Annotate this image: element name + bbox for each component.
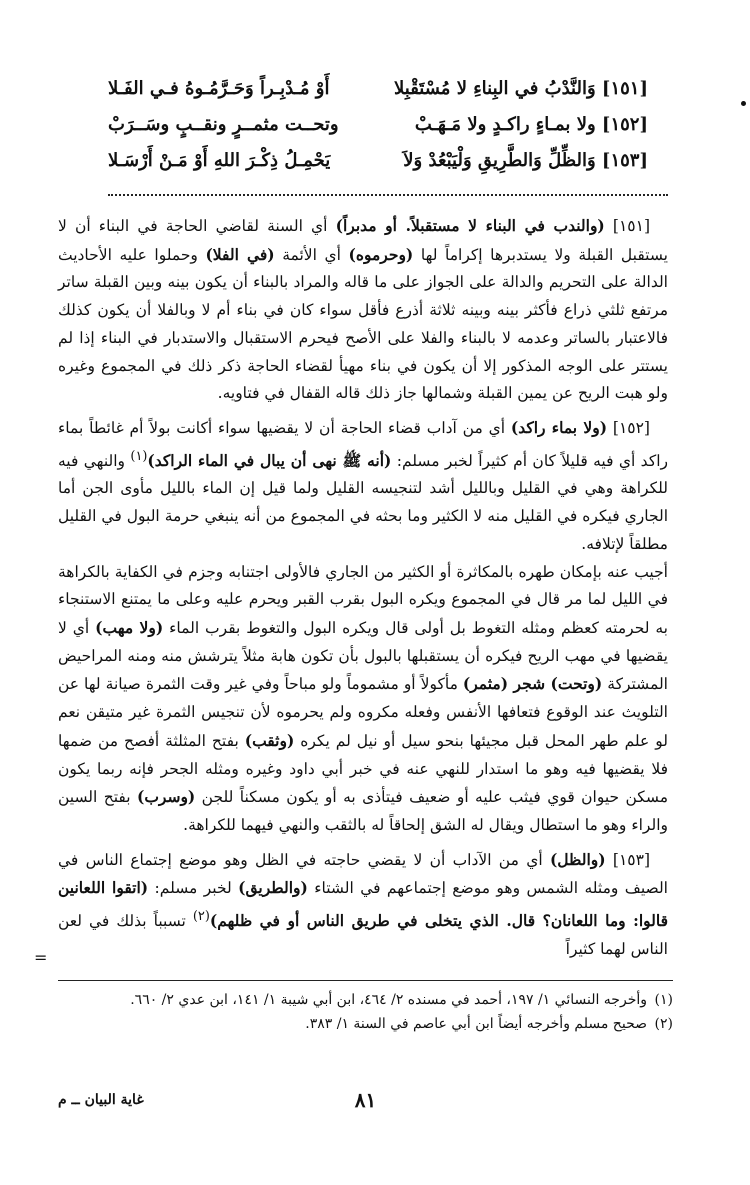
footnote-text: وأخرجه النسائي ١/ ١٩٧، أحمد في مسنده ٢/ ٤٦٤، ابن أبي شيبة ١/ ١٤١، ابن عدي ٢/ ٦٦٠. [130, 992, 647, 1008]
commentary-text: مأكولاً أو مشموماً ولو مباحاً وفي غير وقت الثمرة صيانة لها عن التلويث عند الوقوع فتعافها الأنفس وفعله مكروه ولم يحرموه لأن تنجيس الثمرة غير متيقن نعم لو علم طهر المحل قبل مجيئها بنحو سيل أو نيل لم يكره [58, 675, 669, 750]
page-footer [58, 1088, 673, 1116]
commentary-text: لخبر مسلم: [148, 879, 239, 898]
verse-151-first-hemistich: [١٥١] وَالنَّدْبُ في البِناءِ لا مُسْتَقْبِلا [394, 78, 648, 99]
commentary-text: أجيب عنه بإمكان طهره بالمكاثرة أو الكثير من الجاري فالأولى اجتنابه وجزم في الكفاية بالكراهة في الليل لما مر قال في المجموع ويكره البول بقرب القبر ويحرم عليه وعلى ما يمتنع الاستنجاء به لحرمته كعظم ومثله التغوط بل أولى قال ويكره البول والتغوط بقرب الماء [58, 562, 668, 637]
commentary-text: أي السنة لقاضي الحاجة في البناء أن لا يستقبل القبلة ولا يستدبرها إكراماً لها [58, 217, 669, 264]
commentary-153 [58, 846, 668, 964]
quoted-text: (وثقب) [244, 730, 295, 750]
margin-dot [741, 101, 746, 106]
footnote-number: (٢) [654, 1016, 673, 1032]
verse-152-first-hemistich: [١٥٢] ولا بمـاءٍ راكـدٍ ولا مَـهَـبْ [414, 114, 648, 135]
quoted-text: (وحرموه) [348, 244, 414, 264]
commentary-text: بفتح المثلثة أفصح من ضمها فلا يقضيها فيه وهو ما استدار للنهي عنه في خبر أبي داود وغيره ومثله الجحر فإنه ربما يكون مسكن حيوان قوي فيثب عليه أو ضعيف فيتأذى به أو يكون مسكناً للجن [58, 731, 668, 807]
commentary-text: أي من الآداب أن لا يقضي حاجته في الظل وهو موضع إجتماع الناس في الصيف ومثله الشمس وهو موضع إجتماعهم في الشتاء [58, 850, 668, 898]
hadith-quote: (أنه ﷺ نهى أن يبال في الماء الراكد) [147, 450, 392, 470]
poem-verses [108, 78, 648, 186]
quoted-text: (وسرب) [136, 787, 196, 807]
page-number: ٨١ [354, 1088, 377, 1112]
footnote-text: صحيح مسلم وأخرجه أيضاً ابن أبي عاصم في السنة ١/ ٣٨٣. [305, 1016, 647, 1032]
continuation-mark: = [34, 948, 48, 967]
footnote-number: (١) [654, 992, 673, 1008]
verse-151 [108, 78, 648, 114]
dotted-separator [108, 194, 668, 196]
quoted-text: (ولا مهب) [95, 618, 164, 637]
quoted-text: (في الفلا) [205, 244, 275, 264]
commentary-text: والنهي فيه للكراهة وهي في القليل وبالليل أشد لتنجيسه القليل ولما قيل إن الماء بالليل مأوى الجن أما الجاري فيكره في القليل منه لا الكثير وما بحثه في المجموع من أنه ينبغي حرمة البول في القليل مطلقاً لإتلافه. [58, 451, 668, 553]
commentary-151 [58, 212, 668, 408]
verse-153-first-hemistich: [١٥٣] وَالظِّلِّ وَالطَّرِيقِ وَلْيَبْعُدْ وَلاَ [403, 150, 648, 171]
verse-ref: [١٥٢] [607, 418, 650, 437]
commentary-body [58, 212, 668, 970]
verse-151-second-hemistich: أَوْ مُـدْبِـراً وَحَـرَّمُـوهُ فـي الفَـلا [108, 78, 330, 99]
footnote-rule [58, 980, 673, 981]
commentary-text: أي الأئمة [274, 245, 349, 264]
commentary-text: أي من آداب قضاء الحاجة أن لا يقضيها سواء أكانت بولاً أم غائطاً بماء راكد أي فيه قليلاً كان أم كثيراً لخبر مسلم: [58, 418, 668, 470]
running-title: غاية البيان ــ م [58, 1092, 144, 1108]
quoted-text: (ولا بماء راكد) [510, 417, 608, 437]
footnotes [58, 988, 673, 1036]
hadith-quote: (اتقوا اللعانين قالوا: وما اللعانان؟ قال. الذي يتخلى في طريق الناس أو في ظلهم) [58, 878, 668, 931]
commentary-152-continued [58, 559, 668, 840]
commentary-152 [58, 414, 668, 559]
verse-ref: [١٥١] [604, 217, 650, 235]
verse-152 [108, 114, 648, 150]
quoted-text: (وتحت) شجر (مثمر) [462, 674, 603, 694]
commentary-text: وحملوا عليه الأحاديث الدالة على التحريم والدالة على الجواز على ما قاله والمراد بالبناء أن يكون بينه وبين القبلة ساتر مرتفع ثلثي ذراع فأكثر بينه وبينه ثلاثة أذرع فأقل سواء كان في بناء أم لا وبالفلا أن يكون كذلك فالاعتبار بالساتر وعدمه لا بالبناء والفلا على الأصح فيحرم الاستقبال والاستدبار في البناء إذا لم يستتر على الوجه المذكور إلا أن يكون في بناء مهيأ لقضاء الحاجة ذكر ذلك في المجموع وغيره ولو هبت الريح عن يمين القبلة وشمالها جاز ذلك قاله القفال في فتاويه. [58, 245, 668, 403]
commentary-text: تسبباً بذلك في لعن الناس لهما كثيراً [58, 912, 668, 958]
footnote-ref-2[interactable]: (٢) [192, 909, 210, 925]
commentary-text: أي لا يقضيها في مهب الريح فيكره أن يستقبلها بالبول بأن تكون هابة مثلاً يترشش منه ومنه المراحيض المشتركة [58, 619, 668, 694]
quoted-text: (والطريق) [238, 878, 308, 898]
quoted-text: (والندب في البناء لا مستقبلاً. أو مدبراً) [335, 216, 605, 235]
verse-152-second-hemistich: وتحــت مثمــرٍ ونقــبٍ وسَــرَبْ [108, 114, 339, 135]
verse-ref: [١٥٣] [605, 850, 650, 869]
quoted-text: (والظل) [549, 849, 606, 869]
footnote-2 [58, 1012, 673, 1036]
verse-153-second-hemistich: يَحْمِـلُ ذِكْـرَ اللهِ أَوْ مَـنْ أَرْسَـلا [108, 150, 331, 171]
commentary-text: بفتح السين والراء وهو ما استطال ويقال له الشق إلحاقاً له بالثقب والنهي فيهما للكراهة. [58, 788, 668, 834]
verse-153 [108, 150, 648, 186]
footnote-ref-1[interactable]: (١) [130, 448, 148, 464]
footnote-1 [58, 988, 673, 1012]
